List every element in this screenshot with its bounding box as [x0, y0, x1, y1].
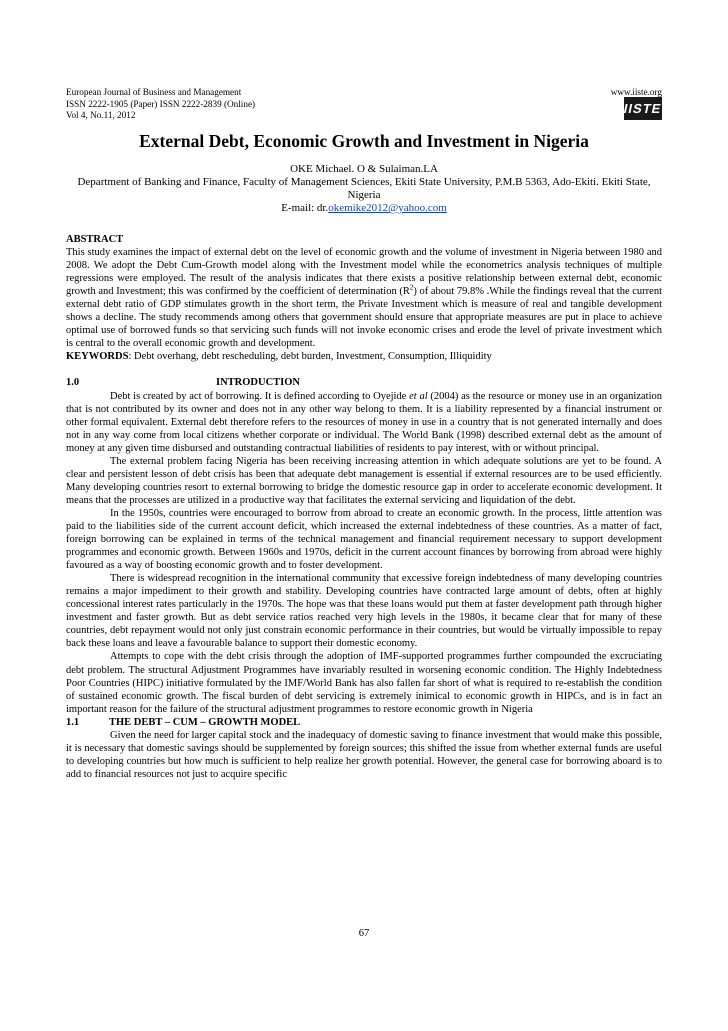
- abstract-heading: ABSTRACT: [66, 234, 124, 245]
- section-heading-debt-cum-growth: 1.1 THE DEBT – CUM – GROWTH MODEL: [66, 716, 301, 728]
- keywords-line: KEYWORDS: Debt overhang, debt rescheduling, debt burden, Investment, Consumption, Illiquidity: [66, 351, 492, 363]
- journal-website: www.iiste.org: [610, 87, 662, 97]
- journal-name: European Journal of Business and Management: [66, 87, 242, 97]
- author-email: E-mail: dr.okemike2012@yahoo.com: [281, 202, 447, 214]
- author-names: OKE Michael. O & Sulaiman.LA: [290, 163, 438, 175]
- volume-line: Vol 4, No.11, 2012: [66, 110, 136, 120]
- author-affiliation: Department of Banking and Finance, Faculty of Management Sciences, Ekiti State University, P.M.B 5363, Ado-Ekiti. Ekiti State, Nigeria: [77, 176, 651, 201]
- keywords-label: KEYWORDS: [66, 351, 129, 363]
- intro-paragraph-3: In the 1950s, countries were encouraged to borrow from abroad to create an economic growth. In the process, little attention was paid to the liabilities side of the current account deficit, which increased the external indebtedness of these countries. As a matter of fact, foreign borrowing can be explained in terms of the technical management and financial requirement necessary to support development programmes and economic growth. Between 1960s and 1970s, deficit in the current account finances by borrowing from abroad were highly favoured as a way of boosting economic growth and to foster development.: [66, 507, 662, 572]
- intro-paragraph-4: There is widespread recognition in the international community that excessive foreign indebtedness of many developing countries remains a major impediment to their growth and stability. Developing countries have contracted large amount of debts, often at highly concessional interest rates particularly in the 1970s. The hope was that these loans would put them at faster development path through higher investment and faster growth. But as debt service ratios reached very high levels in the 1980s, it became clear that for many of these countries, debt repayment would not only just constrain economic performance in their countries, but would be virtually impossible to repay back these loans and leave a favourable balance to support their domestic economy.: [66, 573, 662, 650]
- email-link[interactable]: okemike2012@yahoo.com: [328, 202, 447, 214]
- page-number: 67: [358, 928, 370, 939]
- intro-paragraph-2: The external problem facing Nigeria has been receiving increasing attention in which adequate solutions are yet to be found. A clear and persistent lesson of debt crisis has been that adequate debt management is essential if external resources are to be used efficiently. Many developing countries resort to external borrowing to bridge the domestic resource gap in order to accelerate economic development. It means that the processes are utilized in a productive way that facilitates the external servicing and liquidation of the debt.: [66, 455, 662, 506]
- author-block: [66, 163, 662, 215]
- abstract-text: This study examines the impact of external debt on the level of economic growth and the volume of investment in Nigeria between 1980 and 2008. We adopt the Debt Cum-Growth model along with the Investment model while the econometrics analysis techniques of multiple regressions were employed. The result of the analysis indicates that there exists a positive relationship between external debt, economic growth and Investment; this was confirmed by the coefficient of determination $(R^2)$ of about 79.8% .While the findings reveal that the current external debt ratio of GDP stimulates growth in the short term, the Private Investment which is measure of real and tangible development shows a decline. The study recommends among others that government should ensure that appropriate measures are put in place to achieve optimal use of borrowed funds so that servicing such funds will not invoke economic crises and erode the level of private investment which is central to the overall economic growth and development.: [66, 247, 662, 350]
- intro-paragraph-1: Debt is created by act of borrowing. It is defined according to Oyejide et al (2004) as the resource or money use in an organization that is not contributed by its owner and does not in any other way belong to them. It is a liability represented by a financial instrument or other formal equivalent. External debt therefore refers to the resources of money in use in a country that is not generated internally and does not in any way come from local citizens whether corporate or individual. The World Bank (1998) described external debt as the amount of money at any given time disbursed and outstanding contractual liabilities of residents to pay interest, with or without principal.: [66, 390, 662, 454]
- paper-title: External Debt, Economic Growth and Investment in Nigeria: [139, 131, 589, 151]
- paper-body: [66, 233, 662, 781]
- intro-paragraph-5: Attempts to cope with the debt crisis through the adoption of IMF-supported programmes further compounded the excruciating debt problem. The structural Adjustment Programmes have invariably resulted in worsening economic condition. The Highly Indebtedness Poor Countries (HIPC) initiative formulated by the IMF/World Bank has also fallen far short of what is required to re-establish the condition of sustained economic growth. The fiscal burden of debt servicing is extremely inimical to economic growth in HIPCs, and is in fact an important reason for the failure of the structural adjustment programmes to restore economic growth in Nigeria: [66, 651, 662, 715]
- section-heading-introduction: 1.0 INTRODUCTION: [66, 377, 301, 389]
- model-paragraph-1: Given the need for larger capital stock and the inadequacy of domestic saving to finance investment that would make this possible, it is necessary that domestic savings should be supplemented by foreign sources; this shifted the issue from whether external funds are useful to developing countries but how much is sufficient to help realize her growth potential. However, the general case for borrowing aboard is to add to financial resources not just to acquire specific: [66, 729, 662, 780]
- iiste-logo: IISTE: [624, 97, 662, 120]
- issn-line: ISSN 2222-1905 (Paper) ISSN 2222-2839 (Online): [66, 98, 256, 109]
- running-header: [66, 87, 662, 122]
